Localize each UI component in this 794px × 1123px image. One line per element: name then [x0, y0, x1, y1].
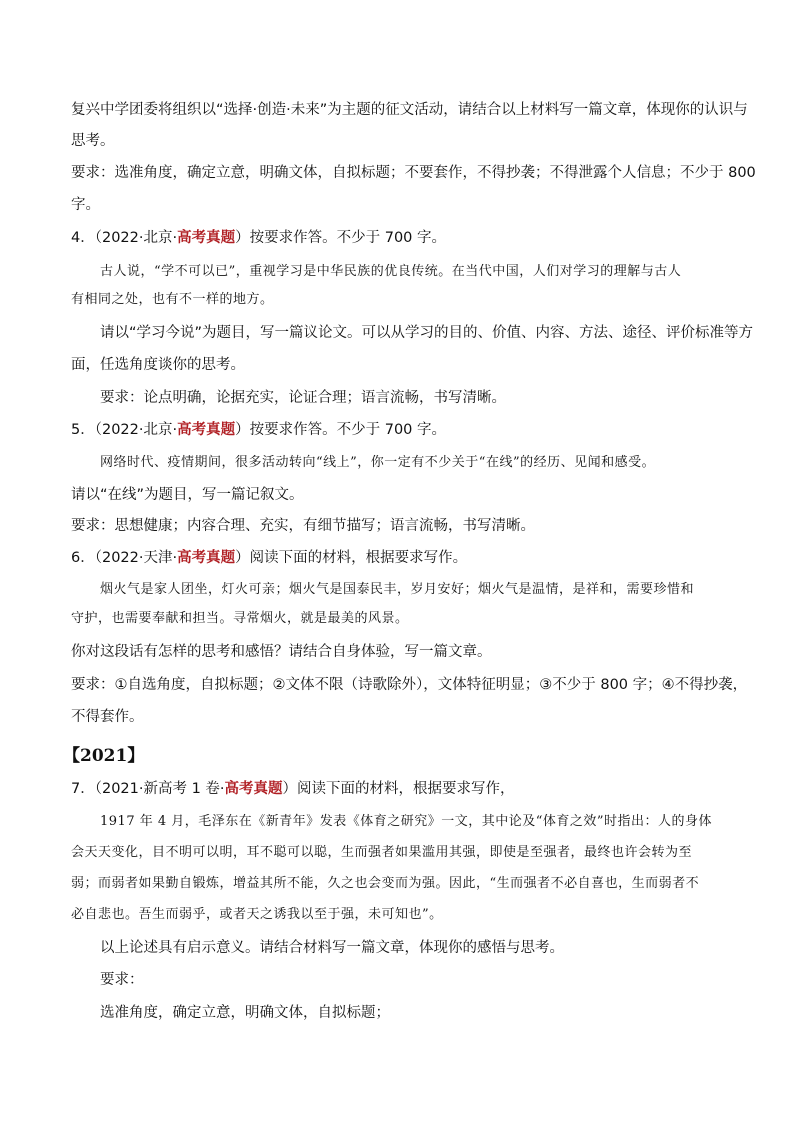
requirement-line: 要求：选准角度，确定立意，明确文体，自拟标题；不要套作，不得抄袭；不得泄露个人信息；不少于 800 — [71, 165, 756, 181]
question-instruction: ）按要求作答。不少于 700 字。 — [235, 230, 447, 246]
material-quote: 守护，也需要奉献和担当。寻常烟火，就是最美的风景。 — [71, 611, 409, 626]
requirement-line: 不得套作。 — [71, 709, 144, 725]
prompt-line: 面，任选角度谈你的思考。 — [71, 357, 245, 373]
prompt-line: 你对这段话有怎样的思考和感悟？请结合自身体验，写一篇文章。 — [71, 644, 492, 660]
requirement-label: 要求： — [100, 972, 144, 988]
material-quote: 1917 年 4 月，毛泽东在《新青年》发表《体育之研究》一文，其中论及“体育之效”时指出：人的身体 — [100, 814, 713, 829]
material-quote: 网络时代、疫情期间，很多活动转向“线上”，你一定有不少关于“在线”的经历、见闻和感受。 — [100, 455, 656, 470]
section-heading: 【2021】 — [63, 746, 145, 766]
question-5-heading — [71, 420, 734, 440]
material-quote: 会天天变化，目不明可以明，耳不聪可以聪，生而强者如果滥用其强，即使是至强者，最终也许会转为至 — [71, 845, 693, 860]
requirement-line: 要求：论点明确，论据充实，论证合理；语言流畅，书写清晰。 — [100, 390, 506, 406]
question-6-heading — [71, 548, 734, 568]
question-7-heading — [71, 779, 734, 799]
prompt-line: 请以“在线”为题目，写一篇记叙文。 — [71, 487, 304, 503]
prompt-line: 以上论述具有启示意义。请结合材料写一篇文章，体现你的感悟与思考。 — [100, 940, 564, 956]
requirement-line: 要求：思想健康；内容合理、充实，有细节描写；语言流畅，书写清晰。 — [71, 518, 535, 534]
exam-tag: 高考真题 — [177, 230, 236, 246]
question-instruction: ）阅读下面的材料，根据要求写作， — [282, 781, 515, 797]
question-4-heading — [71, 228, 734, 248]
paragraph-line: 思考。 — [71, 133, 115, 149]
paragraph-line: 复兴中学团委将组织以“选择·创造·未来”为主题的征文活动，请结合以上材料写一篇文章，体现你的认识与 — [71, 102, 748, 118]
question-source: 7．（2021·新高考 1 卷· — [71, 781, 225, 797]
material-quote: 烟火气是家人团坐，灯火可亲；烟火气是国泰民丰，岁月安好；烟火气是温情，是祥和，需要珍惜和 — [100, 582, 695, 597]
question-source: 4．（2022·北京· — [71, 230, 178, 246]
requirement-line: 选准角度，确定立意，明确文体，自拟标题； — [100, 1005, 390, 1021]
requirement-line: 要求：①自选角度，自拟标题；②文体不限（诗歌除外），文体特征明显；③不少于 800 字；④不得抄袭， — [71, 677, 748, 693]
material-quote: 弱；而弱者如果勤自锻炼，增益其所不能，久之也会变而为强。因此，“生而强者不必自喜也，生而弱者不 — [71, 876, 700, 891]
prompt-line: 请以“学习今说”为题目，写一篇议论文。可以从学习的目的、价值、内容、方法、途径、评价标准等方 — [100, 325, 754, 341]
question-instruction: ）按要求作答。不少于 700 字。 — [235, 422, 447, 438]
question-instruction: ）阅读下面的材料，根据要求写作。 — [235, 550, 468, 566]
exam-tag: 高考真题 — [224, 781, 283, 797]
question-source: 6．（2022·天津· — [71, 550, 178, 566]
exam-tag: 高考真题 — [177, 422, 236, 438]
material-quote: 必自悲也。吾生而弱乎，或者天之诱我以至于强，未可知也”。 — [71, 907, 443, 922]
material-quote: 有相同之处，也有不一样的地方。 — [71, 292, 274, 307]
material-quote: 古人说，“学不可以已”，重视学习是中华民族的优良传统。在当代中国，人们对学习的理解与古人 — [100, 264, 682, 279]
paragraph-line: 字。 — [71, 197, 100, 213]
exam-tag: 高考真题 — [177, 550, 236, 566]
question-source: 5．（2022·北京· — [71, 422, 178, 438]
